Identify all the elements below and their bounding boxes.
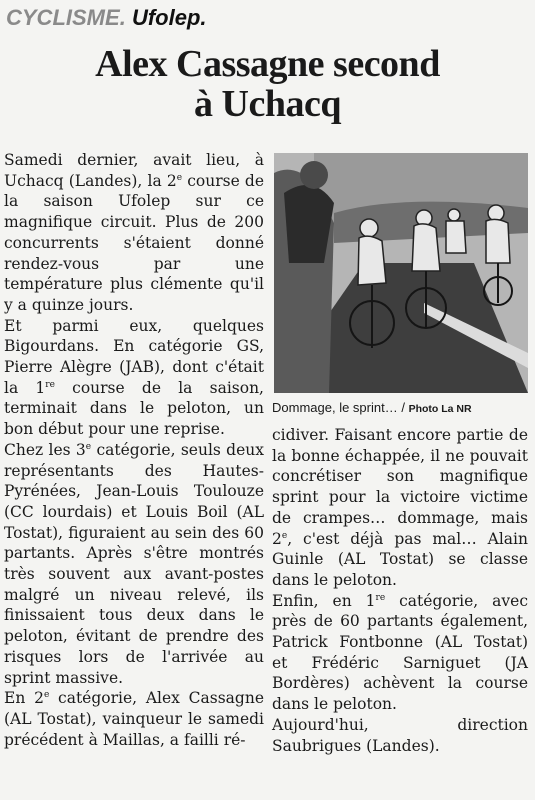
paragraph-6: Enfin, en 1re catégorie, avec près de 60 partants également, Patrick Fontbonne (AL Tostat) et Frédéric Sarniguet (JA Bordères) achèvent la course dans le peloton.	[272, 591, 528, 714]
photo-credit: Photo La NR	[408, 403, 472, 415]
kicker-org: Ufolep.	[131, 5, 207, 30]
caption-text: Dommage, le sprint… /	[272, 400, 405, 415]
article-headline	[0, 44, 535, 124]
paragraph-5: cidiver. Faisant encore partie de la bonne échappée, il ne pouvait concrétiser son magnifique sprint pour la victoire victime de crampes… dommage, mais 2e, c'est déjà pas mal… Alain Guinle (AL Tostat) se classe dans le peloton.	[272, 426, 528, 589]
article-column-left	[4, 150, 264, 750]
cyclists-sprint-image	[274, 153, 528, 393]
paragraph-2: Et parmi eux, quelques Bigourdans. En catégorie GS, Pierre Alègre (JAB), dont c'était la 1re course de la saison, terminait dans le peloton, un bon début pour une reprise.	[4, 316, 264, 439]
kicker-category: CYCLISME	[6, 5, 120, 30]
paragraph-7: Aujourd'hui, direction Saubrigues (Landes).	[272, 715, 528, 755]
headline-line-2: à Uchacq	[194, 83, 341, 125]
race-photo	[274, 153, 528, 393]
kicker-separator: .	[119, 5, 126, 30]
paragraph-1: Samedi dernier, avait lieu, à Uchacq (Landes), la 2e course de la saison Ufolep sur ce magnifique circuit. Plus de 200 concurrents s'étaient donné rendez-vous par une température plus clémente qu'il y a quinze jours.	[4, 151, 265, 314]
headline-line-1: Alex Cassagne second	[95, 43, 440, 85]
photo-caption	[272, 398, 534, 418]
paragraph-4: En 2e catégorie, Alex Cassagne (AL Tostat), vainqueur le samedi précédent à Maillas, a failli ré-	[4, 689, 265, 749]
article-column-right	[272, 425, 528, 756]
paragraph-3: Chez les 3e catégorie, seuls deux représentants des Hautes-Pyrénées, Jean-Louis Toulouze (CC lourdais) et Louis Boil (AL Tostat), figuraient au sein des 60 partants. Après s'être montrés très souvent aux avant-postes malgré un niveau relevé, ils finissaient tous deux dans le peloton, évitant de prendre des risques lors de l'arrivée au sprint massive.	[4, 440, 264, 687]
section-kicker	[6, 4, 207, 32]
